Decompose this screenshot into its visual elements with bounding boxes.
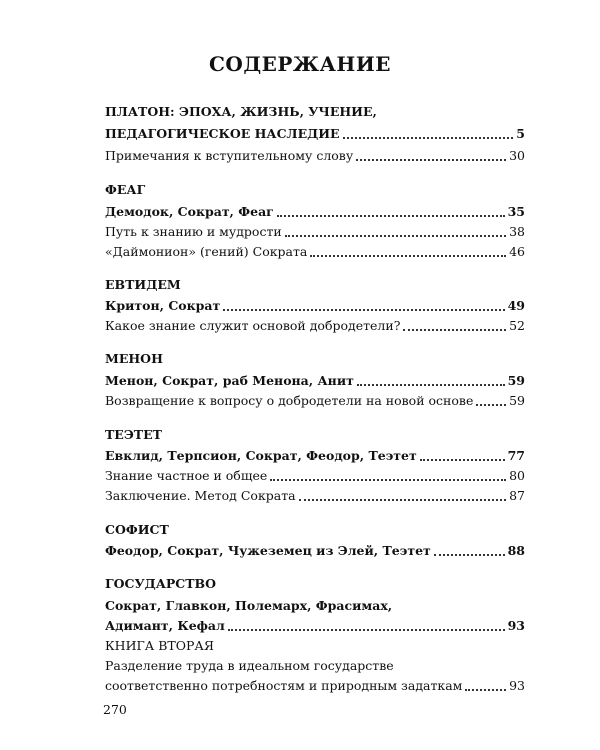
toc-entry-title: Примечания к вступительному слову bbox=[105, 148, 354, 163]
dot-leader bbox=[228, 624, 505, 631]
dot-leader bbox=[310, 250, 506, 257]
toc-entry-title: «Даймонион» (гений) Сократа bbox=[105, 244, 308, 259]
toc-entry[interactable] bbox=[105, 446, 525, 466]
dot-leader bbox=[434, 549, 505, 556]
toc-entry-page: 52 bbox=[509, 318, 525, 333]
toc-entry-title: Адимант, Кефал bbox=[105, 618, 225, 633]
toc-section-heading: ПЛАТОН: ЭПОХА, ЖИЗНЬ, УЧЕНИЕ, bbox=[105, 104, 377, 119]
toc-entry[interactable] bbox=[105, 242, 525, 262]
toc-entry-page: 93 bbox=[509, 678, 525, 693]
toc-entry-title: Возвращение к вопросу о добродетели на новой основе bbox=[105, 393, 474, 408]
dot-leader bbox=[285, 230, 506, 237]
toc-section-heading: МЕНОН bbox=[105, 351, 163, 366]
toc-entry-title: Путь к знанию и мудрости bbox=[105, 224, 282, 239]
toc-entry[interactable] bbox=[105, 466, 525, 486]
toc-entry[interactable] bbox=[105, 124, 525, 144]
toc-entry-title: Какое знание служит основой добродетели? bbox=[105, 318, 401, 333]
toc-entry-title: Критон, Сократ bbox=[105, 298, 221, 313]
toc-entry[interactable] bbox=[105, 202, 525, 222]
toc-entry-page: 77 bbox=[507, 448, 525, 463]
toc-entry[interactable] bbox=[105, 371, 525, 391]
toc-book-heading: КНИГА ВТОРАЯ bbox=[105, 638, 214, 653]
dot-leader bbox=[357, 379, 505, 386]
toc-entry-page: 30 bbox=[509, 148, 525, 163]
toc-entry[interactable] bbox=[105, 222, 525, 242]
toc-entry-page: 49 bbox=[507, 298, 525, 313]
toc-entry[interactable] bbox=[105, 541, 525, 561]
toc-section-heading: ГОСУДАРСТВО bbox=[105, 576, 217, 591]
toc-entry-title: соответственно потребностям и природным задаткам bbox=[105, 678, 463, 693]
dot-leader bbox=[403, 324, 506, 331]
toc-entry-page: 88 bbox=[507, 543, 525, 558]
toc-entry-page: 5 bbox=[516, 126, 525, 141]
toc-entry-title-line: Разделение труда в идеальном государстве bbox=[105, 658, 394, 673]
dot-leader bbox=[343, 132, 514, 139]
toc-entry-title: Менон, Сократ, раб Менона, Анит bbox=[105, 373, 354, 388]
toc-entry-page: 38 bbox=[509, 224, 525, 239]
dot-leader bbox=[465, 684, 506, 691]
toc-entry-title: Демодок, Сократ, Феаг bbox=[105, 204, 274, 219]
toc-section-heading: ТЕЭТЕТ bbox=[105, 427, 162, 442]
dot-leader bbox=[223, 304, 504, 311]
toc-entry-page: 59 bbox=[507, 373, 525, 388]
toc-entry[interactable] bbox=[105, 616, 525, 636]
page-title: СОДЕРЖАНИЕ bbox=[209, 52, 391, 76]
dot-leader bbox=[420, 454, 505, 461]
toc-entry[interactable] bbox=[105, 296, 525, 316]
toc-entry-page: 35 bbox=[507, 204, 525, 219]
page-number: 270 bbox=[103, 702, 127, 717]
toc-entry-title-line: Сократ, Главкон, Полемарх, Фрасимах, bbox=[105, 598, 393, 613]
toc-entry-title: Феодор, Сократ, Чужеземец из Элей, Теэтет bbox=[105, 543, 431, 558]
toc-section-heading: СОФИСТ bbox=[105, 522, 169, 537]
dot-leader bbox=[277, 210, 505, 217]
toc-section-heading: ЕВТИДЕМ bbox=[105, 277, 181, 292]
toc-entry-title: Знание частное и общее bbox=[105, 468, 268, 483]
dot-leader bbox=[299, 494, 507, 501]
dot-leader bbox=[270, 474, 506, 481]
dot-leader bbox=[476, 399, 506, 406]
toc-entry-page: 87 bbox=[509, 488, 525, 503]
toc-entry[interactable] bbox=[105, 146, 525, 166]
toc-entry[interactable] bbox=[105, 391, 525, 411]
toc-entry[interactable] bbox=[105, 486, 525, 506]
toc-entry-page: 59 bbox=[509, 393, 525, 408]
toc-entry[interactable] bbox=[105, 676, 525, 696]
toc-entry-page: 80 bbox=[509, 468, 525, 483]
toc-entry-page: 46 bbox=[509, 244, 525, 259]
toc-entry-title: ПЕДАГОГИЧЕСКОЕ НАСЛЕДИЕ bbox=[105, 126, 340, 141]
toc-entry-title: Заключение. Метод Сократа bbox=[105, 488, 296, 503]
toc-entry-title: Евклид, Терпсион, Сократ, Феодор, Теэтет bbox=[105, 448, 417, 463]
dot-leader bbox=[356, 154, 506, 161]
toc-entry-page: 93 bbox=[507, 618, 525, 633]
toc-section-heading: ФЕАГ bbox=[105, 182, 146, 197]
toc-entry[interactable] bbox=[105, 316, 525, 336]
